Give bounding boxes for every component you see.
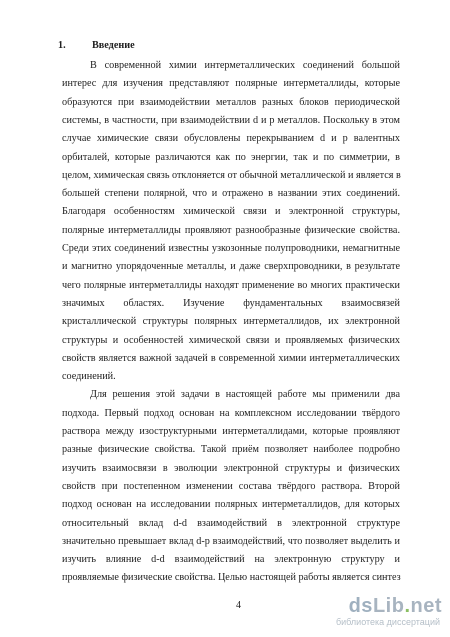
text-line: структуры и особенностей химической связи и проявляемых физических xyxy=(62,334,400,346)
text-line: образуются при взаимодействии металлов разных блоков периодической xyxy=(62,96,400,108)
text-line: разные физические свойства. Такой приём позволяет наиболее подробно xyxy=(62,444,400,456)
text-line: кристаллической структуры полярных интерметаллидов, их электронной xyxy=(62,316,400,328)
text-line: орбиталей, которые различаются как по энергии, так и по симметрии, в xyxy=(62,151,400,163)
section-heading xyxy=(58,40,135,51)
text-line: соединений. xyxy=(62,371,116,383)
text-line: системы, в частности, при взаимодействии d и p металлов. Поскольку в этом xyxy=(62,114,400,126)
text-line: В современной химии интерметаллических соединений большой xyxy=(90,60,400,71)
text-line: Среди этих соединений известны узкозонные полупроводники, немагнитные xyxy=(62,243,400,254)
text-line: и магнитно упорядоченные металлы, и даже сверхпроводники, в результате xyxy=(62,261,400,273)
text-line: чего полярные интерметаллиды находят применение во многих практически xyxy=(62,279,400,291)
text-line: подхода. Первый подход основан на комплексном исследовании твёрдого xyxy=(62,407,400,419)
text-line: изучить влияние d-d взаимодействий на электронную структуру и xyxy=(62,554,400,566)
text-line: полярные интерметаллиды проявляют разнообразные физические свойства. xyxy=(62,224,400,236)
text-line: изучить взаимосвязи в эволюции электронной структуры и физических xyxy=(62,462,400,474)
text-line: подход основан на исследовании полярных интерметаллидов, для которых xyxy=(62,499,400,511)
watermark-subtitle: библиотека диссертаций xyxy=(335,617,440,627)
watermark xyxy=(316,595,442,629)
text-line: раствора между изоструктурными интерметаллидами, которые проявляют xyxy=(62,426,400,437)
text-line: целом, химическая связь отклоняется от обычной металлической и является в xyxy=(62,169,401,181)
text-line: Для решения этой задачи в настоящей работе мы применили два xyxy=(90,389,400,401)
text-line: свойств является важной задачей в современной химии интерметаллических xyxy=(62,352,400,364)
text-line: случае химические связи обусловлены перекрыванием d и p валентных xyxy=(62,133,400,145)
text-line: свойств при постепенном изменении состава твёрдого раствора. Второй xyxy=(62,480,400,492)
section-number: 1. xyxy=(58,40,66,51)
text-line: большей степени полярной, что и отражено в названии этих соединений. xyxy=(62,188,400,200)
text-line: проявляемые физические свойства. Целью настоящей работы является синтез xyxy=(62,572,401,584)
page-number: 4 xyxy=(236,600,241,611)
section-title: Введение xyxy=(92,40,135,51)
text-line: значительно превышает вклад d-p взаимодействий, что позволяет выделить и xyxy=(62,535,400,547)
text-line: интерес для изучения представляют полярные интерметаллиды, которые xyxy=(62,78,400,90)
text-line: Благодаря особенностям химической связи и электронной структуры, xyxy=(62,206,400,218)
watermark-logo: dsLib.net xyxy=(348,595,442,617)
text-line: относительный вклад d-d взаимодействий в электронной структуре xyxy=(62,517,400,529)
text-line: значимых областях. Изучение фундаментальных взаимосвязей xyxy=(62,297,400,309)
